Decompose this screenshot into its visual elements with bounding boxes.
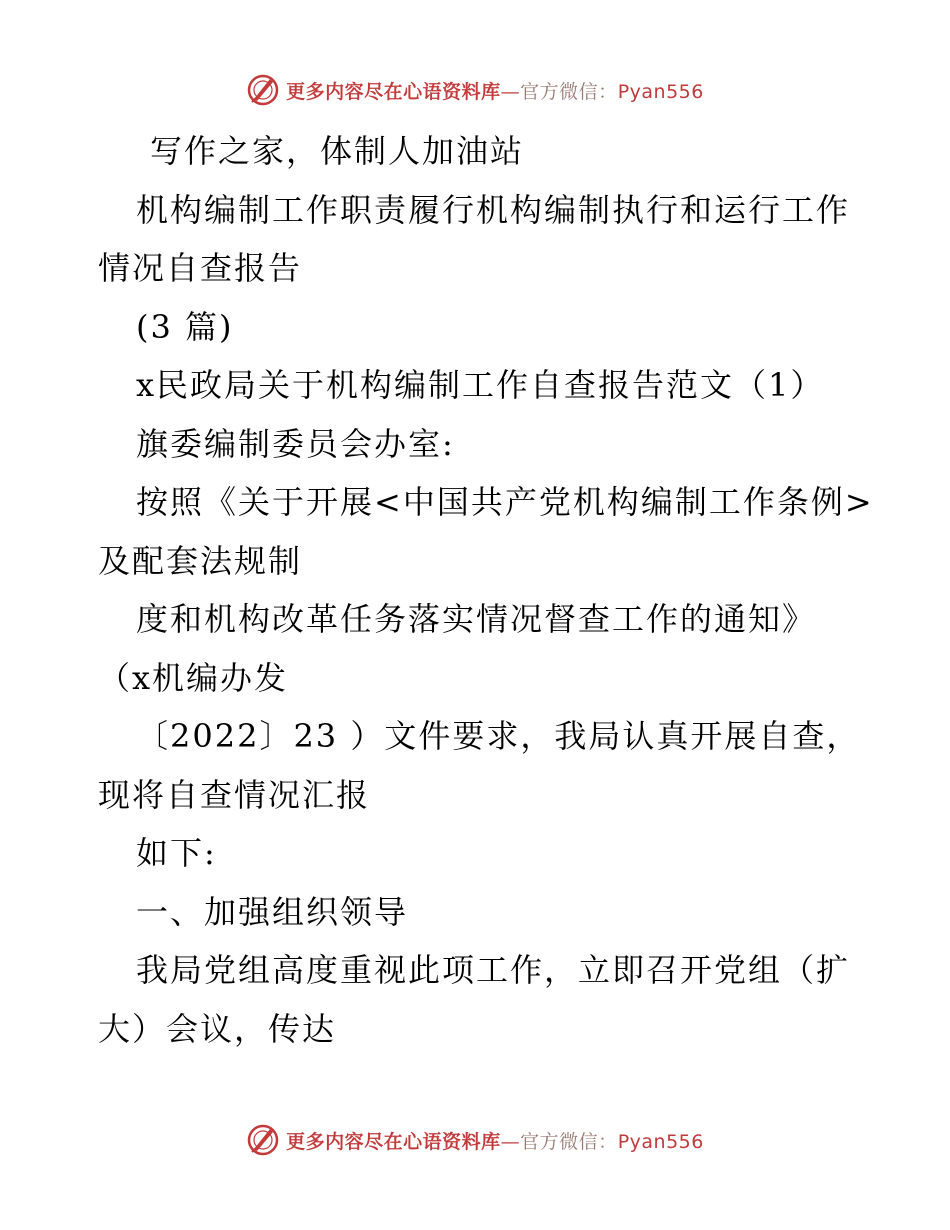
footer-banner [0,1120,950,1160]
doc-line-5: x民政局关于机构编制工作自查报告范文（1） [136,366,825,404]
quill-seal-icon [246,73,280,107]
footer-banner-text: 更多内容尽在心语资料库—官方微信：Pyan556 [286,1130,704,1153]
doc-line-8: 及配套法规制 [98,541,303,580]
doc-line-16: 大）会议，传达 [98,1009,337,1048]
doc-line-11: 〔2022〕23 ）文件要求，我局认真开展自查， [136,717,861,755]
doc-line-10: （x机编办发 [98,658,289,697]
doc-line-3: 情况自查报告 [98,249,303,287]
doc-line-1: 写作之家，体制人加油站 [150,132,525,170]
doc-line-13: 如下: [136,834,217,872]
header-banner [0,70,950,110]
doc-line-9: 度和机构改革任务落实情况督查工作的通知》 [136,600,817,638]
quill-seal-icon [246,1123,280,1157]
doc-line-12: 现将自查情况汇报 [98,775,371,814]
header-banner-text: 更多内容尽在心语资料库—官方微信：Pyan556 [286,80,704,103]
document-body [98,122,874,1058]
doc-line-14: 一、加强组织领导 [136,892,409,931]
doc-line-15: 我局党组高度重视此项工作，立即召开党组（扩 [136,951,851,989]
doc-line-6: 旗委编制委员会办室: [136,424,455,463]
doc-line-2: 机构编制工作职责履行机构编制执行和运行工作 [136,190,851,229]
doc-line-4: (3 篇) [136,307,234,346]
doc-line-7: 按照《关于开展<中国共产党机构编制工作条例> [136,483,874,521]
